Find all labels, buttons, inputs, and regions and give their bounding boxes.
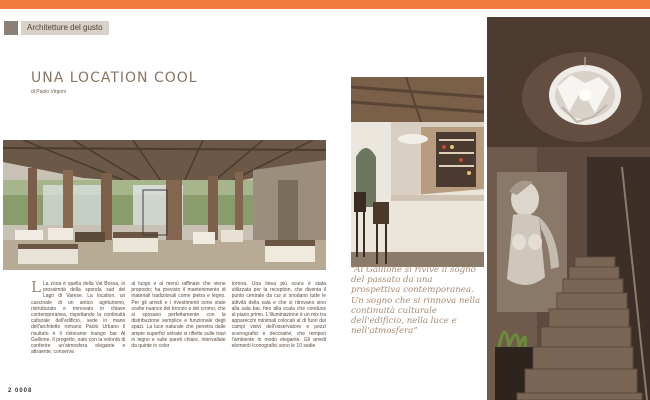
- body-column-1-text: La zona è quella della Val Bossa, in prossimità della sponda sud del Lago di Varese. La location, un cascinale di un antico agriturismo, ristrutturato e rinnovato in chiave contemporanea, rispettando la continuità culturale dell'edificio, sede in mano dell'architetto romano Paolo Urbano il risultato è il ristorante lounge bar Al Gallione. Il progetto, nato con la volontà di conferire un'atmosfera elegante e attraente, conserva: [31, 281, 126, 356]
- body-column-2: al luogo e al menù raffinato che viene proposto; ha previsto il mantenimento di materiali tradizionali come pietra e legno. Per gli arredi e i rivestimenti sono state scelte nuance del bronzo e del cromo, che si sposano perfettamente con la distribuzione semplice e funzionale degli spazi. La luce naturale che penetra dalle ampie superfici vetrate si riflette sulle travi in legno e sulle pareti chiare, intervallate da quinte in color: [131, 281, 226, 350]
- article-byline: di Paolo Virgoni: [31, 89, 66, 95]
- section-label: Architetture del gusto: [21, 21, 109, 35]
- article-headline: UNA LOCATION COOL: [31, 70, 198, 86]
- section-tag: [4, 20, 109, 35]
- page-number: 2 0008: [8, 388, 33, 394]
- body-column-1: [31, 278, 126, 381]
- staircase-photo: [487, 17, 650, 400]
- veranda-photo: [3, 140, 326, 270]
- section-swatch: [4, 21, 18, 35]
- article-body: [31, 278, 326, 381]
- bar-interior-photo: [351, 77, 484, 267]
- drop-cap: L: [31, 278, 41, 296]
- body-column-3: tortora. Una linea più scura è stata utilizzata per la reception, che diventa il punto centrale da cui si snodano tutte le attività della sala e che si ritrovano sino alla sala bar, fino alla scala che conduce al piano primo. L'illuminazione è un mix tra apparecchi minimali colocati al di fuori dei campi visivi dell'osservatore e pezzi scenografici e decorativi, che tempori l'ambiente in modo elegante. Gli arredi elementi Iconografici sono le 10 sedie: [231, 281, 326, 350]
- pull-quote: “Al Gallione si rivive il sogno del passato da una prospettiva contemporanea. Un sogno che si rinnova nella continuità culturale dell'edificio, nella luce e nell'atmosfera”: [351, 265, 481, 337]
- accent-top-bar: [0, 0, 650, 9]
